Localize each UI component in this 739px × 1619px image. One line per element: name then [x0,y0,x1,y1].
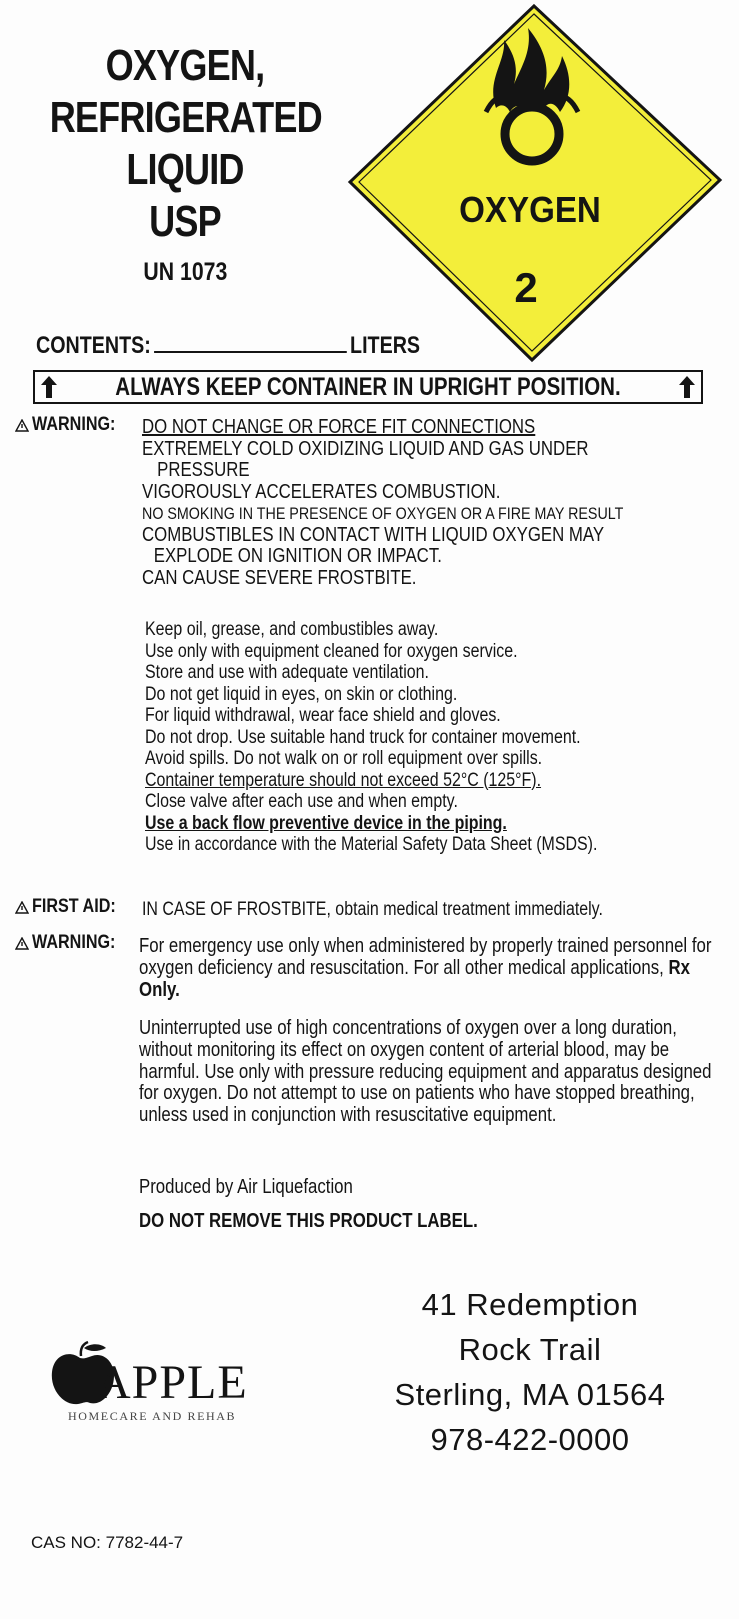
precaution-line: Use a back flow preventive device in the piping. [145,812,507,834]
address-line: Rock Trail [458,1332,602,1367]
cas-number: CAS NO: 7782-44-7 [31,1533,184,1552]
precaution-line: Use only with equipment cleaned for oxygen service. [145,640,518,662]
produced-by: Produced by Air Liquefaction [139,1176,353,1198]
contents-unit: LITERS [350,332,421,359]
uninterrupted-use-paragraph: Uninterrupted use of high concentrations of oxygen over a long duration, without monitoring its effect on oxygen content of arterial blood, may be harmful. Use only with pressure reducing equipment and apparatus designed for oxygen. Do not attempt to use on patients who have stopped breathing, unless used in conjunction with resuscitative equipment. [139,1017,712,1127]
precaution-line: Store and use with adequate ventilation. [145,662,429,683]
up-arrow-icon [679,376,695,398]
product-title-line: REFRIGERATED [49,93,322,142]
apple-homecare-logo [50,1340,330,1430]
contents-field [36,332,504,360]
warning-triangle-icon [15,419,29,432]
warning-line: COMBUSTIBLES IN CONTACT WITH LIQUID OXYGEN MAY [142,523,605,546]
up-arrow-icon [41,376,57,398]
precaution-line: Container temperature should not exceed 52°C (125°F). [145,769,542,791]
product-title-line: LIQUID [126,145,244,194]
warning-line: CAN CAUSE SEVERE FROSTBITE. [142,566,417,589]
warning-label: WARNING: [15,932,130,954]
company-address [340,1282,720,1462]
warning-line: DO NOT CHANGE OR FORCE FIT CONNECTIONS [142,416,536,438]
warning-triangle-icon [15,937,29,950]
warning-line: EXPLODE ON IGNITION OR IMPACT. [153,545,442,567]
warning-line: PRESSURE [157,459,250,481]
upright-notice-text: ALWAYS KEEP CONTAINER IN UPRIGHT POSITION. [115,372,621,401]
warning-line: NO SMOKING IN THE PRESENCE OF OXYGEN OR A FIRE MAY RESULT [142,504,624,523]
rx-only: Rx Only. [139,957,690,1001]
precaution-line: Close valve after each use and when empty. [145,791,458,812]
hazard-placard [346,0,726,380]
warning-line: VIGOROUSLY ACCELERATES COMBUSTION. [142,480,501,503]
first-aid-text: IN CASE OF FROSTBITE, obtain medical treatment immediately. [142,899,603,920]
address-line: 41 Redemption [421,1287,639,1322]
logo-wordmark: APPLE [96,1356,248,1409]
do-not-remove-notice: DO NOT REMOVE THIS PRODUCT LABEL. [139,1210,478,1232]
un-number: UN 1073 [143,258,227,286]
precaution-line: Use in accordance with the Material Safety Data Sheet (MSDS). [145,834,598,855]
precaution-line: Do not drop. Use suitable hand truck for container movement. [145,726,581,748]
precautions-block [145,619,735,856]
address-line: Sterling, MA 01564 [394,1377,666,1412]
product-title-line: OXYGEN, [105,41,265,90]
placard-label: OXYGEN [459,190,601,231]
product-title [20,40,350,248]
precaution-line: Keep oil, grease, and combustibles away. [145,619,439,640]
emergency-use-text: For emergency use only when administered by properly trained personnel for oxygen deficiency and resuscitation. For all other medical applications, Rx Only. [139,935,712,1001]
precaution-line: For liquid withdrawal, wear face shield and gloves. [145,705,501,726]
product-title-line: USP [149,197,221,246]
warning-line: EXTREMELY COLD OXIDIZING LIQUID AND GAS UNDER [142,437,589,460]
phone-number: 978-422-0000 [430,1422,630,1457]
first-aid-label: FIRST AID: [15,896,131,918]
warning-caps-block [142,417,732,589]
placard-class-number: 2 [514,264,538,311]
contents-blank-line [154,333,347,353]
warning-triangle-icon [15,901,29,914]
contents-label: CONTENTS: [36,332,151,359]
logo-tagline: HOMECARE AND REHAB [68,1409,237,1423]
warning-label: WARNING: [15,414,130,436]
precaution-line: Avoid spills. Do not walk on or roll equipment over spills. [145,748,543,769]
upright-notice [33,370,703,404]
precaution-line: Do not get liquid in eyes, on skin or clothing. [145,683,458,705]
